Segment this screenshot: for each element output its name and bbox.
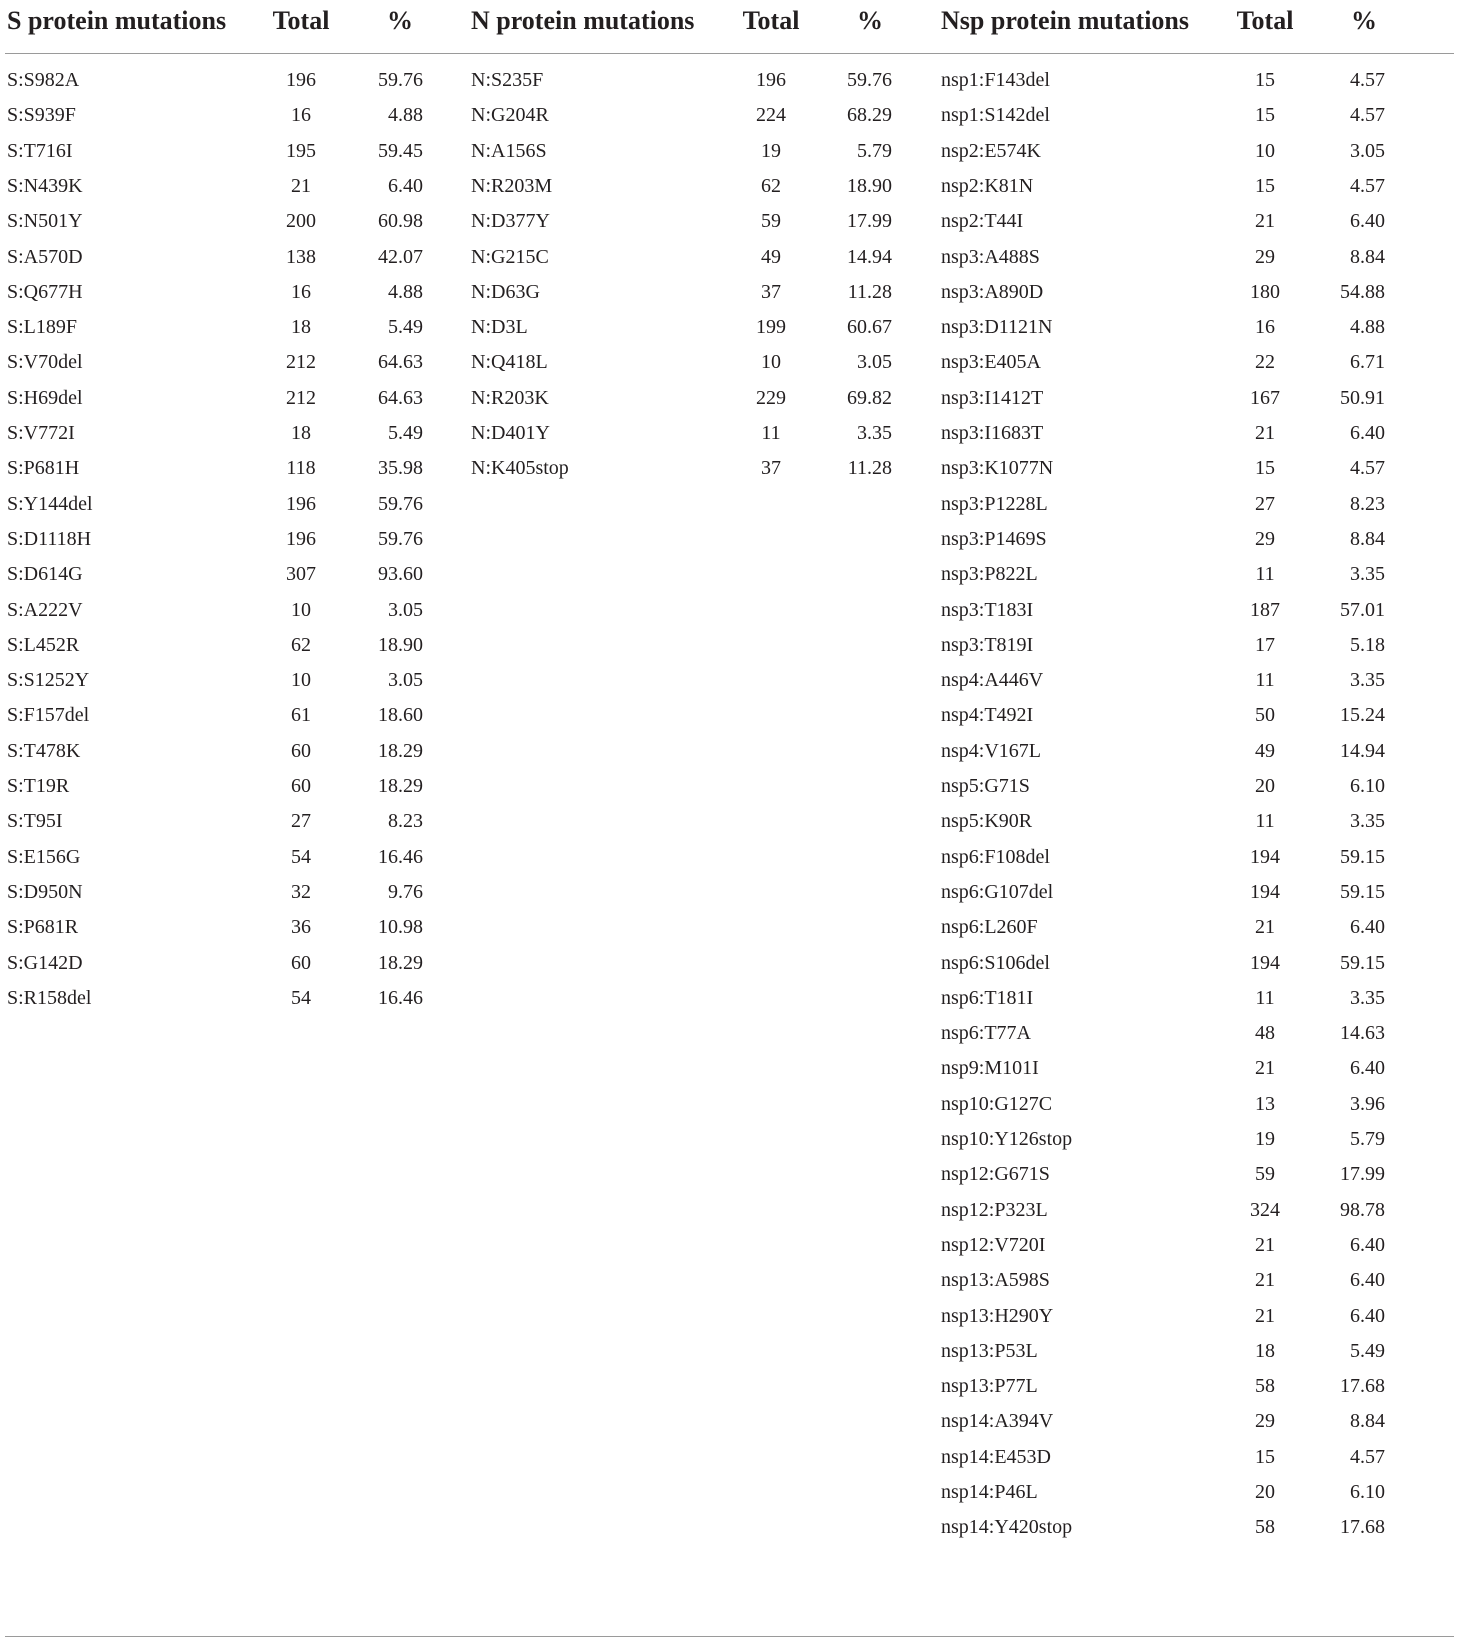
n-protein-mutation-cell: N:S235F: [471, 69, 544, 91]
nsp-protein-total-cell: 49: [1255, 739, 1275, 762]
n-protein-total-cell: 224: [756, 104, 786, 127]
s-protein-header-percent: %: [387, 6, 413, 35]
nsp-protein-percent-cell: 4.88: [1350, 316, 1385, 339]
nsp-protein-percent-cell: 5.49: [1350, 1339, 1385, 1362]
nsp-protein-percent-cell: 3.35: [1350, 986, 1385, 1009]
nsp-protein-percent-cell: 14.94: [1340, 739, 1385, 762]
s-protein-total-cell: 60: [291, 775, 311, 797]
nsp-protein-total-cell: 15: [1255, 457, 1275, 480]
n-protein-total-cell: 10: [761, 351, 781, 374]
s-protein-total-cell: 60: [291, 951, 311, 974]
nsp-protein-total-cell: 11: [1255, 563, 1275, 586]
nsp-protein-percent-cell: 50.91: [1340, 386, 1385, 409]
s-protein-percent-cell: 59.45: [378, 139, 423, 162]
nsp-protein-total-cell: 22: [1255, 351, 1275, 374]
nsp-protein-percent-cell: 17.68: [1340, 1516, 1385, 1539]
s-protein-mutation-cell: S:T95I: [7, 810, 63, 833]
s-protein-total-cell: 62: [291, 633, 311, 656]
nsp-protein-total-cell: 29: [1255, 1410, 1275, 1433]
s-protein-mutation-cell: S:N439K: [7, 174, 83, 197]
nsp-protein-mutation-cell: nsp4:T492I: [941, 704, 1034, 727]
s-protein-mutation-cell: S:A222V: [7, 598, 83, 621]
nsp-protein-percent-cell: 8.84: [1350, 527, 1385, 550]
nsp-protein-mutation-cell: nsp6:S106del: [941, 951, 1050, 974]
n-protein-percent-cell: 17.99: [847, 210, 892, 233]
n-protein-total-cell: 199: [756, 316, 786, 339]
n-protein-header-mutation: N protein mutations: [471, 6, 695, 35]
nsp-protein-header-mutation: Nsp protein mutations: [941, 6, 1190, 35]
s-protein-percent-cell: 64.63: [378, 351, 423, 374]
nsp-protein-percent-cell: 3.35: [1350, 563, 1385, 586]
nsp-protein-mutation-cell: nsp3:A488S: [941, 245, 1040, 268]
s-protein-mutation-cell: S:E156G: [7, 845, 81, 868]
n-protein-mutation-cell: N:G215C: [471, 245, 549, 268]
s-protein-percent-cell: 59.76: [378, 69, 423, 91]
n-protein-mutation-cell: N:A156S: [471, 139, 547, 162]
nsp-protein-total-cell: 21: [1255, 1233, 1275, 1256]
nsp-protein-percent-cell: 98.78: [1340, 1198, 1385, 1221]
nsp-protein-mutation-cell: nsp9:M101I: [941, 1057, 1039, 1080]
nsp-protein-percent-cell: 54.88: [1340, 280, 1385, 303]
n-protein-total-cell: 59: [761, 210, 781, 233]
nsp-protein-total-cell: 15: [1255, 1445, 1275, 1468]
nsp-protein-total-cell: 48: [1255, 1022, 1275, 1045]
n-protein-percent-cell: 3.05: [857, 351, 892, 374]
nsp-protein-total-cell: 29: [1255, 527, 1275, 550]
s-protein-total-cell: 21: [291, 174, 311, 197]
n-protein-percent-cell: 3.35: [857, 422, 892, 444]
s-protein-percent-cell: 9.76: [388, 880, 423, 903]
s-protein-mutation-cell: S:T478K: [7, 739, 81, 762]
nsp-protein-total-cell: 11: [1255, 810, 1275, 833]
nsp-protein-mutation-cell: nsp6:L260F: [941, 916, 1038, 939]
nsp-protein-mutation-cell: nsp13:H290Y: [941, 1304, 1054, 1327]
s-protein-total-cell: 138: [286, 245, 316, 268]
nsp-protein-percent-cell: 6.40: [1350, 1057, 1385, 1080]
nsp-protein-total-cell: 29: [1255, 245, 1275, 268]
nsp-protein-percent-cell: 17.99: [1340, 1163, 1385, 1186]
s-protein-mutation-cell: S:D1118H: [7, 527, 92, 550]
s-protein-total-cell: 195: [286, 139, 316, 162]
nsp-protein-total-cell: 15: [1255, 69, 1275, 91]
n-protein-percent-cell: 60.67: [847, 316, 892, 339]
s-protein-percent-cell: 5.49: [388, 422, 423, 444]
nsp-protein-mutation-cell: nsp14:E453D: [941, 1445, 1051, 1468]
s-protein-total-cell: 10: [291, 669, 311, 692]
n-protein-total-cell: 62: [761, 174, 781, 197]
n-protein-percent-cell: 69.82: [847, 386, 892, 409]
s-protein-percent-cell: 42.07: [378, 245, 423, 268]
s-protein-total-cell: 196: [286, 527, 316, 550]
s-protein-total-cell: 16: [291, 104, 311, 127]
nsp-protein-percent-cell: 4.57: [1350, 104, 1385, 127]
n-protein-mutation-cell: N:Q418L: [471, 351, 548, 374]
nsp-protein-total-cell: 11: [1255, 669, 1275, 692]
nsp-protein-percent-cell: 6.40: [1350, 1269, 1385, 1292]
nsp-protein-percent-cell: 8.84: [1350, 245, 1385, 268]
nsp-protein-mutation-cell: nsp5:G71S: [941, 775, 1030, 797]
nsp-protein-percent-cell: 59.15: [1340, 880, 1385, 903]
s-protein-percent-cell: 35.98: [378, 457, 423, 480]
s-protein-percent-cell: 4.88: [388, 104, 423, 127]
nsp-protein-total-cell: 21: [1255, 916, 1275, 939]
s-protein-mutation-cell: S:Y144del: [7, 492, 93, 515]
s-protein-mutation-cell: S:S1252Y: [7, 669, 90, 692]
nsp-protein-total-cell: 15: [1255, 174, 1275, 197]
n-protein-mutation-cell: N:D3L: [471, 316, 528, 339]
nsp-protein-total-cell: 11: [1255, 986, 1275, 1009]
nsp-protein-total-cell: 15: [1255, 104, 1275, 127]
s-protein-total-cell: 196: [286, 492, 316, 515]
nsp-protein-mutation-cell: nsp14:Y420stop: [941, 1516, 1073, 1539]
nsp-protein-mutation-cell: nsp3:P1469S: [941, 527, 1047, 550]
s-protein-percent-cell: 18.60: [378, 704, 423, 727]
nsp-protein-total-cell: 58: [1255, 1516, 1275, 1539]
nsp-protein-total-cell: 21: [1255, 1304, 1275, 1327]
nsp-protein-total-cell: 18: [1255, 1339, 1275, 1362]
s-protein-mutation-cell: S:D614G: [7, 563, 83, 586]
nsp-protein-mutation-cell: nsp6:G107del: [941, 880, 1054, 903]
s-protein-header-total: Total: [272, 6, 330, 35]
nsp-protein-mutation-cell: nsp3:I1683T: [941, 422, 1044, 444]
s-protein-mutation-cell: S:S982A: [7, 69, 80, 91]
nsp-protein-total-cell: 27: [1255, 492, 1275, 515]
s-protein-percent-cell: 64.63: [378, 386, 423, 409]
nsp-protein-header-percent: %: [1351, 6, 1377, 35]
n-protein-percent-cell: 11.28: [847, 280, 892, 303]
nsp-protein-percent-cell: 6.10: [1350, 775, 1385, 797]
bottom-rule: [5, 1636, 1454, 1637]
nsp-protein-total-cell: 50: [1255, 704, 1275, 727]
n-protein-percent-cell: 68.29: [847, 104, 892, 127]
s-protein-percent-cell: 3.05: [388, 598, 423, 621]
n-protein-mutation-cell: N:D63G: [471, 280, 540, 303]
nsp-protein-total-cell: 58: [1255, 1375, 1275, 1398]
nsp-protein-mutation-cell: nsp3:I1412T: [941, 386, 1044, 409]
s-protein-total-cell: 196: [286, 69, 316, 91]
s-protein-total-cell: 212: [286, 351, 316, 374]
nsp-protein-mutation-cell: nsp13:A598S: [941, 1269, 1050, 1292]
nsp-protein-total-cell: 13: [1255, 1092, 1275, 1115]
nsp-protein-mutation-cell: nsp3:D1121N: [941, 316, 1053, 339]
nsp-protein-mutation-cell: nsp10:Y126stop: [941, 1128, 1073, 1150]
s-protein-mutation-cell: S:V70del: [7, 351, 83, 374]
s-protein-percent-cell: 5.49: [388, 316, 423, 339]
nsp-protein-total-cell: 59: [1255, 1163, 1275, 1186]
s-protein-mutation-cell: S:N501Y: [7, 210, 83, 233]
s-protein-percent-cell: 6.40: [388, 174, 423, 197]
nsp-protein-percent-cell: 6.40: [1350, 916, 1385, 939]
nsp-protein-total-cell: 21: [1255, 422, 1275, 444]
s-protein-total-cell: 212: [286, 386, 316, 409]
n-protein-header-percent: %: [857, 6, 883, 35]
n-protein-mutation-cell: N:R203K: [471, 386, 549, 409]
nsp-protein-percent-cell: 6.71: [1350, 351, 1385, 374]
s-protein-mutation-cell: S:Q677H: [7, 280, 83, 303]
s-protein-mutation-cell: S:A570D: [7, 245, 83, 268]
nsp-protein-total-cell: 187: [1250, 598, 1280, 621]
s-protein-percent-cell: 16.46: [378, 845, 423, 868]
nsp-protein-total-cell: 20: [1255, 775, 1275, 797]
nsp-protein-mutation-cell: nsp3:P822L: [941, 563, 1038, 586]
nsp-protein-total-cell: 194: [1250, 845, 1280, 868]
s-protein-total-cell: 307: [286, 563, 316, 586]
nsp-protein-percent-cell: 4.57: [1350, 1445, 1385, 1468]
nsp-protein-mutation-cell: nsp14:P46L: [941, 1481, 1038, 1503]
s-protein-mutation-cell: S:F157del: [7, 704, 90, 727]
nsp-protein-percent-cell: 6.40: [1350, 210, 1385, 233]
nsp-protein-percent-cell: 8.84: [1350, 1410, 1385, 1433]
n-protein-percent-cell: 5.79: [857, 139, 892, 162]
n-protein-percent-cell: 18.90: [847, 174, 892, 197]
nsp-protein-mutation-cell: nsp3:K1077N: [941, 457, 1054, 480]
s-protein-total-cell: 54: [291, 845, 311, 868]
nsp-protein-header-total: Total: [1236, 6, 1294, 35]
nsp-protein-total-cell: 180: [1250, 280, 1280, 303]
nsp-protein-percent-cell: 5.18: [1350, 633, 1385, 656]
nsp-protein-mutation-cell: nsp5:K90R: [941, 810, 1033, 833]
nsp-protein-total-cell: 20: [1255, 1481, 1275, 1503]
s-protein-percent-cell: 18.29: [378, 951, 423, 974]
s-protein-percent-cell: 8.23: [388, 810, 423, 833]
n-protein-total-cell: 19: [761, 139, 781, 162]
nsp-protein-mutation-cell: nsp3:P1228L: [941, 492, 1048, 515]
nsp-protein-total-cell: 194: [1250, 951, 1280, 974]
nsp-protein-mutation-cell: nsp6:T181I: [941, 986, 1034, 1009]
nsp-protein-percent-cell: 3.05: [1350, 139, 1385, 162]
nsp-protein-percent-cell: 15.24: [1340, 704, 1385, 727]
s-protein-percent-cell: 18.29: [378, 739, 423, 762]
n-protein-percent-cell: 59.76: [847, 69, 892, 91]
nsp-protein-percent-cell: 8.23: [1350, 492, 1385, 515]
n-protein-total-cell: 11: [761, 422, 781, 444]
nsp-protein-mutation-cell: nsp12:G671S: [941, 1163, 1050, 1186]
n-protein-header-total: Total: [742, 6, 800, 35]
s-protein-total-cell: 27: [291, 810, 311, 833]
nsp-protein-percent-cell: 6.10: [1350, 1481, 1385, 1503]
nsp-protein-total-cell: 167: [1250, 386, 1280, 409]
nsp-protein-percent-cell: 3.35: [1350, 669, 1385, 692]
s-protein-total-cell: 54: [291, 986, 311, 1009]
nsp-protein-percent-cell: 4.57: [1350, 69, 1385, 91]
s-protein-percent-cell: 18.29: [378, 775, 423, 797]
n-protein-total-cell: 37: [761, 280, 781, 303]
n-protein-mutation-cell: N:R203M: [471, 174, 553, 197]
nsp-protein-percent-cell: 3.35: [1350, 810, 1385, 833]
s-protein-total-cell: 16: [291, 280, 311, 303]
nsp-protein-percent-cell: 57.01: [1340, 598, 1385, 621]
n-protein-percent-cell: 11.28: [847, 457, 892, 480]
nsp-protein-percent-cell: 6.40: [1350, 1233, 1385, 1256]
nsp-protein-total-cell: 21: [1255, 1057, 1275, 1080]
nsp-protein-percent-cell: 14.63: [1340, 1022, 1385, 1045]
nsp-protein-mutation-cell: nsp2:K81N: [941, 174, 1034, 197]
nsp-protein-mutation-cell: nsp6:F108del: [941, 845, 1050, 868]
s-protein-percent-cell: 59.76: [378, 492, 423, 515]
nsp-protein-mutation-cell: nsp4:V167L: [941, 739, 1041, 762]
n-protein-total-cell: 37: [761, 457, 781, 480]
nsp-protein-total-cell: 194: [1250, 880, 1280, 903]
nsp-protein-mutation-cell: nsp2:T44I: [941, 210, 1024, 233]
s-protein-mutation-cell: S:L452R: [7, 633, 80, 656]
s-protein-total-cell: 18: [291, 422, 311, 444]
s-protein-mutation-cell: S:P681R: [7, 916, 79, 939]
s-protein-total-cell: 60: [291, 739, 311, 762]
nsp-protein-mutation-cell: nsp3:A890D: [941, 280, 1044, 303]
nsp-protein-percent-cell: 17.68: [1340, 1375, 1385, 1398]
nsp-protein-mutation-cell: nsp14:A394V: [941, 1410, 1054, 1433]
nsp-protein-percent-cell: 6.40: [1350, 1304, 1385, 1327]
s-protein-mutation-cell: S:D950N: [7, 880, 83, 903]
nsp-protein-mutation-cell: nsp13:P77L: [941, 1375, 1038, 1398]
s-protein-mutation-cell: S:S939F: [7, 104, 76, 127]
s-protein-total-cell: 32: [291, 880, 311, 903]
s-protein-total-cell: 200: [286, 210, 316, 233]
nsp-protein-total-cell: 19: [1255, 1128, 1275, 1150]
s-protein-mutation-cell: S:V772I: [7, 422, 75, 444]
s-protein-percent-cell: 18.90: [378, 633, 423, 656]
nsp-protein-mutation-cell: nsp12:P323L: [941, 1198, 1048, 1221]
s-protein-percent-cell: 4.88: [388, 280, 423, 303]
nsp-protein-total-cell: 10: [1255, 139, 1275, 162]
n-protein-mutation-cell: N:K405stop: [471, 457, 569, 480]
nsp-protein-mutation-cell: nsp1:S142del: [941, 104, 1050, 127]
n-protein-mutation-cell: N:D377Y: [471, 210, 550, 233]
s-protein-mutation-cell: S:T19R: [7, 775, 70, 797]
nsp-protein-total-cell: 21: [1255, 210, 1275, 233]
s-protein-total-cell: 61: [291, 704, 311, 727]
nsp-protein-percent-cell: 59.15: [1340, 845, 1385, 868]
nsp-protein-percent-cell: 5.79: [1350, 1128, 1385, 1150]
nsp-protein-mutation-cell: nsp6:T77A: [941, 1022, 1031, 1045]
n-protein-total-cell: 49: [761, 245, 781, 268]
s-protein-mutation-cell: S:P681H: [7, 457, 80, 480]
s-protein-percent-cell: 59.76: [378, 527, 423, 550]
nsp-protein-mutation-cell: nsp2:E574K: [941, 139, 1041, 162]
nsp-protein-total-cell: 17: [1255, 633, 1275, 656]
nsp-protein-total-cell: 16: [1255, 316, 1275, 339]
nsp-protein-percent-cell: 59.15: [1340, 951, 1385, 974]
nsp-protein-percent-cell: 3.96: [1350, 1092, 1385, 1115]
nsp-protein-mutation-cell: nsp10:G127C: [941, 1092, 1053, 1115]
s-protein-total-cell: 10: [291, 598, 311, 621]
nsp-protein-mutation-cell: nsp3:E405A: [941, 351, 1041, 374]
nsp-protein-mutation-cell: nsp13:P53L: [941, 1339, 1038, 1362]
s-protein-total-cell: 118: [286, 457, 316, 480]
s-protein-total-cell: 36: [291, 916, 311, 939]
s-protein-mutation-cell: S:T716I: [7, 139, 73, 162]
s-protein-mutation-cell: S:G142D: [7, 951, 83, 974]
n-protein-mutation-cell: N:D401Y: [471, 422, 550, 444]
header-rule: [5, 53, 1454, 54]
nsp-protein-mutation-cell: nsp12:V720I: [941, 1233, 1046, 1256]
n-protein-total-cell: 229: [756, 386, 786, 409]
nsp-protein-total-cell: 21: [1255, 1269, 1275, 1292]
s-protein-percent-cell: 3.05: [388, 669, 423, 692]
nsp-protein-total-cell: 324: [1250, 1198, 1280, 1221]
nsp-protein-mutation-cell: nsp3:T183I: [941, 598, 1034, 621]
nsp-protein-percent-cell: 4.57: [1350, 457, 1385, 480]
s-protein-mutation-cell: S:H69del: [7, 386, 83, 409]
s-protein-total-cell: 18: [291, 316, 311, 339]
s-protein-percent-cell: 60.98: [378, 210, 423, 233]
s-protein-mutation-cell: S:L189F: [7, 316, 78, 339]
n-protein-mutation-cell: N:G204R: [471, 104, 549, 127]
nsp-protein-mutation-cell: nsp1:F143del: [941, 69, 1050, 91]
nsp-protein-percent-cell: 4.57: [1350, 174, 1385, 197]
nsp-protein-percent-cell: 6.40: [1350, 422, 1385, 444]
n-protein-total-cell: 196: [756, 69, 786, 91]
s-protein-mutation-cell: S:R158del: [7, 986, 92, 1009]
s-protein-header-mutation: S protein mutations: [7, 6, 227, 35]
s-protein-percent-cell: 16.46: [378, 986, 423, 1009]
s-protein-percent-cell: 10.98: [378, 916, 423, 939]
n-protein-percent-cell: 14.94: [847, 245, 892, 268]
s-protein-percent-cell: 93.60: [378, 563, 423, 586]
nsp-protein-mutation-cell: nsp3:T819I: [941, 633, 1034, 656]
nsp-protein-mutation-cell: nsp4:A446V: [941, 669, 1044, 692]
